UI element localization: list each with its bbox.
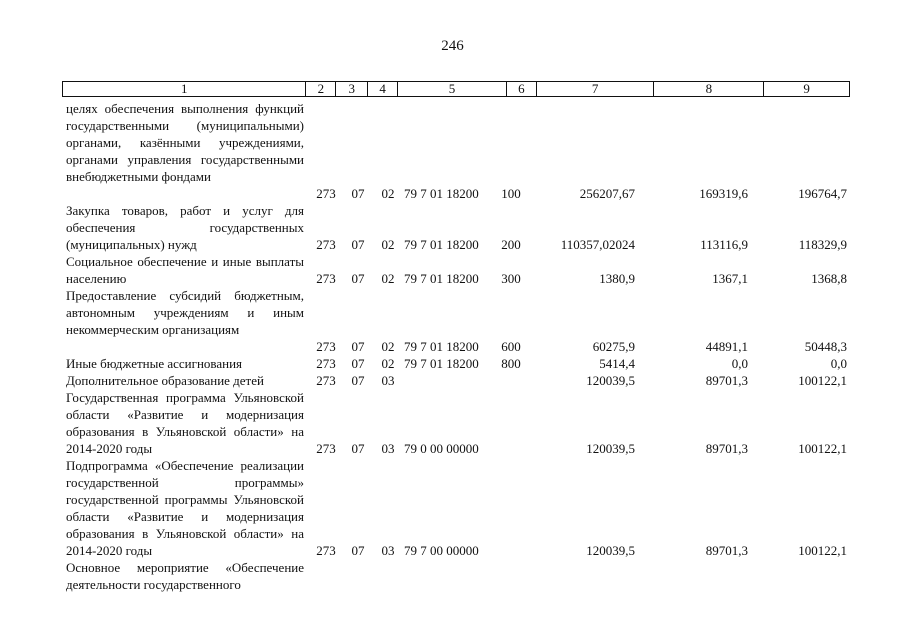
cell-col-9: 196764,7 xyxy=(798,186,847,201)
row-name: Дополнительное образование детей xyxy=(66,373,264,388)
cell-col-6: 300 xyxy=(501,271,521,286)
cell-col-7: 60275,9 xyxy=(592,339,635,354)
table-row xyxy=(0,389,905,457)
cell-col-4: 02 xyxy=(381,356,395,371)
cell-col-2: 273 xyxy=(316,237,336,252)
cell-col-7: 120039,5 xyxy=(586,543,635,558)
header-col-4: 4 xyxy=(367,82,397,96)
cell-col-8: 89701,3 xyxy=(705,373,748,388)
cell-col-8: 0,0 xyxy=(731,356,748,371)
cell-col-6: 200 xyxy=(501,237,521,252)
cell-col-5: 79 7 01 18200 xyxy=(404,356,479,371)
cell-col-2: 273 xyxy=(316,441,336,456)
cell-col-6: 100 xyxy=(501,186,521,201)
cell-col-9: 1368,8 xyxy=(811,271,847,286)
cell-col-8: 89701,3 xyxy=(705,543,748,558)
cell-col-4: 02 xyxy=(381,186,395,201)
table-header-row xyxy=(62,81,850,97)
page-number: 246 xyxy=(441,38,464,54)
table-row xyxy=(0,355,905,372)
cell-col-3: 07 xyxy=(351,543,365,558)
cell-col-9: 0,0 xyxy=(830,356,847,371)
row-name: Закупка товаров, работ и услуг для обеспечения государственных (муниципальных) нужд xyxy=(66,203,304,252)
cell-col-8: 113116,9 xyxy=(700,237,748,252)
cell-col-3: 07 xyxy=(351,441,365,456)
header-col-7: 7 xyxy=(536,82,654,96)
table-row xyxy=(0,202,905,253)
row-name: Государственная программа Ульяновской области «Развитие и модернизация образования в Ульяновской области» на 2014-2020 годы xyxy=(66,390,304,456)
cell-col-8: 44891,1 xyxy=(705,339,748,354)
cell-col-6: 600 xyxy=(501,339,521,354)
cell-col-5: 79 0 00 00000 xyxy=(404,441,479,456)
header-col-5: 5 xyxy=(397,82,506,96)
cell-col-2: 273 xyxy=(316,339,336,354)
cell-col-3: 07 xyxy=(351,271,365,286)
cell-col-9: 100122,1 xyxy=(798,441,847,456)
table-row xyxy=(0,253,905,287)
cell-col-7: 256207,67 xyxy=(579,186,635,201)
table-row xyxy=(0,457,905,559)
cell-col-4: 02 xyxy=(381,339,395,354)
cell-col-9: 100122,1 xyxy=(798,543,847,558)
cell-col-4: 03 xyxy=(381,543,395,558)
cell-col-7: 120039,5 xyxy=(586,441,635,456)
header-col-6: 6 xyxy=(506,82,536,96)
cell-col-3: 07 xyxy=(351,339,365,354)
cell-col-9: 100122,1 xyxy=(798,373,847,388)
table-body xyxy=(0,100,905,593)
table-row xyxy=(0,100,905,202)
cell-col-6: 800 xyxy=(501,356,521,371)
cell-col-4: 03 xyxy=(381,441,395,456)
row-name: целях обеспечения выполнения функций государственными (муниципальными) органами, казёнными учреждениями, органами управления государственными внебюджетными фондами xyxy=(66,101,304,184)
header-col-8: 8 xyxy=(653,82,763,96)
table-row xyxy=(0,559,905,593)
row-name: Основное мероприятие «Обеспечение деятельности государственного xyxy=(66,560,304,592)
cell-col-4: 02 xyxy=(381,271,395,286)
cell-col-8: 169319,6 xyxy=(699,186,748,201)
cell-col-4: 02 xyxy=(381,237,395,252)
cell-col-2: 273 xyxy=(316,543,336,558)
cell-col-5: 79 7 01 18200 xyxy=(404,271,479,286)
cell-col-5: 79 7 01 18200 xyxy=(404,186,479,201)
cell-col-5: 79 7 01 18200 xyxy=(404,237,479,252)
cell-col-8: 1367,1 xyxy=(712,271,748,286)
cell-col-2: 273 xyxy=(316,373,336,388)
cell-col-7: 1380,9 xyxy=(599,271,635,286)
cell-col-9: 50448,3 xyxy=(804,339,847,354)
header-col-3: 3 xyxy=(335,82,367,96)
cell-col-9: 118329,9 xyxy=(798,237,847,252)
header-col-9: 9 xyxy=(763,82,849,96)
cell-col-2: 273 xyxy=(316,271,336,286)
cell-col-3: 07 xyxy=(351,373,365,388)
cell-col-2: 273 xyxy=(316,186,336,201)
table-row xyxy=(0,372,905,389)
row-name: Социальное обеспечение и иные выплаты населению xyxy=(66,254,304,286)
cell-col-3: 07 xyxy=(351,186,365,201)
cell-col-7: 5414,4 xyxy=(599,356,635,371)
header-col-1: 1 xyxy=(180,81,188,96)
cell-col-3: 07 xyxy=(351,356,365,371)
cell-col-7: 120039,5 xyxy=(586,373,635,388)
table-row xyxy=(0,287,905,355)
row-name: Предоставление субсидий бюджетным, автономным учреждениям и иным некоммерческим организациям xyxy=(66,288,304,337)
cell-col-5: 79 7 00 00000 xyxy=(404,543,479,558)
row-name: Подпрограмма «Обеспечение реализации государственной программы» государственной программы Ульяновской области «Развитие и модернизация образования в Ульяновской области» на 2014-2020 годы xyxy=(66,458,304,558)
cell-col-2: 273 xyxy=(316,356,336,371)
header-col-2: 2 xyxy=(305,82,335,96)
cell-col-4: 03 xyxy=(381,373,395,388)
cell-col-3: 07 xyxy=(351,237,365,252)
cell-col-8: 89701,3 xyxy=(705,441,748,456)
cell-col-7: 110357,02024 xyxy=(560,237,635,252)
cell-col-5: 79 7 01 18200 xyxy=(404,339,479,354)
row-name: Иные бюджетные ассигнования xyxy=(66,356,243,371)
